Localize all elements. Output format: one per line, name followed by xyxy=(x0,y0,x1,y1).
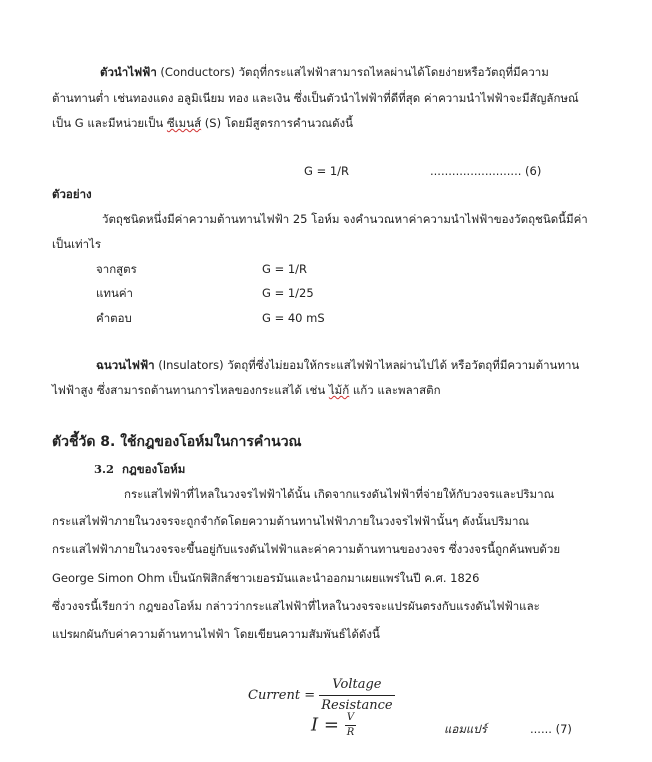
section-heading xyxy=(94,461,185,477)
conductors-line-3: เป็น G และมีหน่วยเป็น ซีเมนส์ (S) โดยมีสูตรการคำนวณดังนี้ xyxy=(52,116,354,130)
formula-6-expression: G = 1/R xyxy=(304,164,350,178)
formula-7-unit: แอมแปร์ xyxy=(444,722,487,736)
body-line: กระแสไฟฟ้าที่ไหลในวงจรไฟฟ้าได้นั้น เกิดจากแรงดันไฟฟ้าที่จ่ายให้กับวงจรและปริมาณ xyxy=(124,487,555,501)
example-row-label: คำตอบ xyxy=(96,311,132,325)
formula-6-number: ......................... (6) xyxy=(430,164,542,178)
example-line-1: วัตถุชนิดหนึ่งมีค่าความต้านทานไฟฟ้า 25 โอห์ม จงคำนวณหาค่าความนำไฟฟ้าของวัตถุชนิดนี้มีค่า xyxy=(102,212,588,226)
conductors-line-2: ต้านทานต่ำ เช่นทองแดง อลูมิเนียม ทอง และเงิน ซึ่งเป็นตัวนำไฟฟ้าที่ดีที่สุด ค่าความนำไฟฟ้าจะมีสัญลักษณ์ xyxy=(52,91,579,105)
current-formula: Current = $\frac{\text{Voltage}}{\text{Resistance}}$ xyxy=(248,677,393,713)
insulators-line-1: ฉนวนไฟฟ้า (Insulators) วัตถุที่ซึ่งไม่ยอมให้กระแสไฟฟ้าไหลผ่านไปได้ หรือวัตถุที่มีความต้านทาน xyxy=(96,358,580,372)
fraction-denominator: Resistance xyxy=(319,695,394,715)
conductors-line-1: ตัวนำไฟฟ้า (Conductors) วัตถุที่กระแสไฟฟ้าสามารถไหลผ่านได้โดยง่ายหรือวัตถุที่มีความ xyxy=(100,65,549,79)
example-line-2: เป็นเท่าไร xyxy=(52,237,102,251)
fraction xyxy=(345,712,357,739)
example-row-label: จากสูตร xyxy=(96,262,137,276)
conductors-term: ตัวนำไฟฟ้า xyxy=(100,65,157,79)
formula-7-number: ...... (7) xyxy=(530,722,572,736)
body-line: George Simon Ohm เป็นนักฟิสิกส์ชาวเยอรมันและนำออกมาเผยแพร่ในปี ค.ศ. 1826 xyxy=(52,571,480,585)
fraction-numerator: V xyxy=(346,712,355,723)
body-line: กระแสไฟฟ้าภายในวงจรจะถูกจำกัดโดยความต้านทานไฟฟ้าภายในวงจรไฟฟ้านั้นๆ ดังนั้นปริมาณ xyxy=(52,514,530,528)
example-row-value: G = 40 mS xyxy=(262,311,325,325)
insulators-term: ฉนวนไฟฟ้า xyxy=(96,358,155,372)
spellcheck-word: ไม้ก้ xyxy=(328,383,350,397)
example-row-value: G = 1/25 xyxy=(262,286,314,300)
spellcheck-word: ซีเมนส์ xyxy=(166,116,202,130)
section-title: กฎของโอห์ม xyxy=(122,462,186,476)
example-heading: ตัวอย่าง xyxy=(52,187,92,201)
indicator-heading: ตัวชี้วัด 8. ใช้กฎของโอห์มในการคำนวณ xyxy=(52,434,302,450)
example-row-value: G = 1/R xyxy=(262,262,308,276)
fraction-numerator: Voltage xyxy=(332,677,382,692)
formula-lhs: I xyxy=(311,714,319,736)
fraction-denominator: R xyxy=(346,727,355,738)
body-line: แปรผกผันกับค่าความต้านทานไฟฟ้า โดยเขียนความสัมพันธ์ได้ดังนี้ xyxy=(52,627,380,641)
section-number: 3.2 xyxy=(94,462,115,476)
example-row-label: แทนค่า xyxy=(96,286,134,300)
insulators-line-2: ไฟฟ้าสูง ซึ่งสามารถต้านทานการไหลของกระแสได้ เช่น ไม้ก้ แก้ว และพลาสติก xyxy=(52,383,441,397)
body-line: ซึ่งวงจรนี้เรียกว่า กฎของโอห์ม กล่าวว่ากระแสไฟฟ้าที่ไหลในวงจรจะแปรผันตรงกับแรงดันไฟฟ้าและ xyxy=(52,599,540,613)
fraction xyxy=(319,676,394,715)
ohm-formula: I = $\frac{V}{R}$ xyxy=(311,712,355,738)
formula-lhs: Current xyxy=(248,688,301,703)
body-line: กระแสไฟฟ้าภายในวงจรจะขึ้นอยู่กับแรงดันไฟฟ้าและค่าความต้านทานของวงจร ซึ่งวงจรนี้ถูกค้นพบด้วย xyxy=(52,542,561,556)
